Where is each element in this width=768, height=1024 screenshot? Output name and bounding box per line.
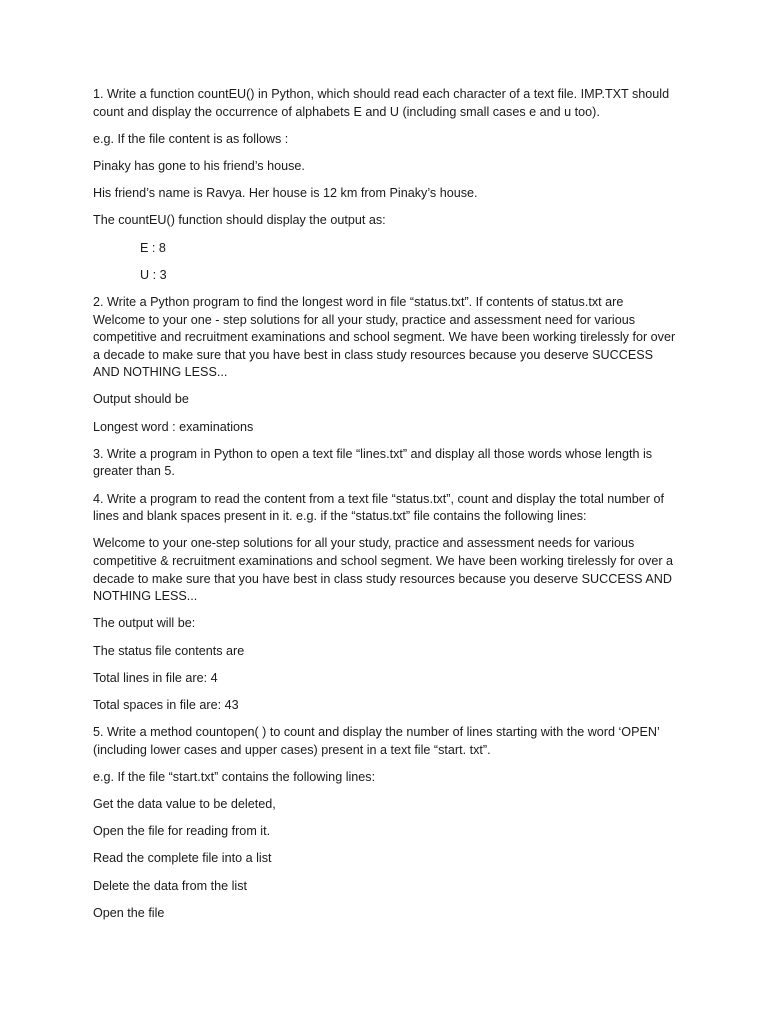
question-5-file-line: Open the file <box>93 905 165 920</box>
question-1-example-line-1: Pinaky has gone to his friend’s house. <box>93 158 305 173</box>
question-5-file-line: Open the file for reading from it. <box>93 824 271 839</box>
question-5-file-line: Delete the data from the list <box>93 878 248 893</box>
question-1-text: 1. Write a function countEU() in Python, which should read each character of a text file. IMP.TXT should count and display the occurrence of alphabets E and U (including small cases e and u too). <box>93 87 670 119</box>
question-4-output-line-2: Total lines in file are: 4 <box>93 670 218 685</box>
question-1-output-e: E : 8 <box>140 240 166 255</box>
question-5-example-intro: e.g. If the file “start.txt” contains the following lines: <box>93 769 376 784</box>
question-1-example-line-2: His friend’s name is Ravya. Her house is 12 km from Pinaky’s house. <box>93 186 478 201</box>
question-2-text: 2. Write a Python program to find the longest word in file “status.txt”. If contents of status.txt are Welcome to your one - step solutions for all your study, practice and assessment need for various competitive and recruitment examinations and school segment. We have been working tirelessly for over a decade to make sure that you have best in class study resources because you deserve SUCCESS AND NOTHING LESS... <box>93 294 676 380</box>
question-5-file-line: Get the data value to be deleted, <box>93 797 276 812</box>
question-1-output-u: U : 3 <box>140 267 167 282</box>
question-1-output-intro: The countEU() function should display the output as: <box>93 213 386 228</box>
question-4-output-line-1: The status file contents are <box>93 643 245 658</box>
question-2-output-label: Output should be <box>93 392 189 407</box>
question-4-output-intro: The output will be: <box>93 616 196 631</box>
question-2-result: Longest word : examinations <box>93 419 254 434</box>
question-4-output-line-3: Total spaces in file are: 43 <box>93 697 239 712</box>
document-body <box>93 86 678 932</box>
question-5-text: 5. Write a method countopen( ) to count and display the number of lines starting with the word ‘OPEN’ (including lower cases and upper cases) present in a text file “start. txt”. <box>93 725 660 757</box>
question-3-text: 3. Write a program in Python to open a text file “lines.txt” and display all those words whose length is greater than 5. <box>93 446 653 479</box>
question-5-file-line: Read the complete file into a list <box>93 851 272 866</box>
question-1-example-intro: e.g. If the file content is as follows : <box>93 131 289 146</box>
question-4-file-content: Welcome to your one-step solutions for all your study, practice and assessment needs for various competitive & recruitment examinations and school segment. We have been working tirelessly for over a decade to make sure that you have best in class study resources because you deserve SUCCESS AND NOTHING LESS... <box>93 536 674 604</box>
question-4-text: 4. Write a program to read the content from a text file “status.txt”, count and display the total number of lines and blank spaces present in it. e.g. if the “status.txt” file contains the following lines: <box>93 491 664 524</box>
